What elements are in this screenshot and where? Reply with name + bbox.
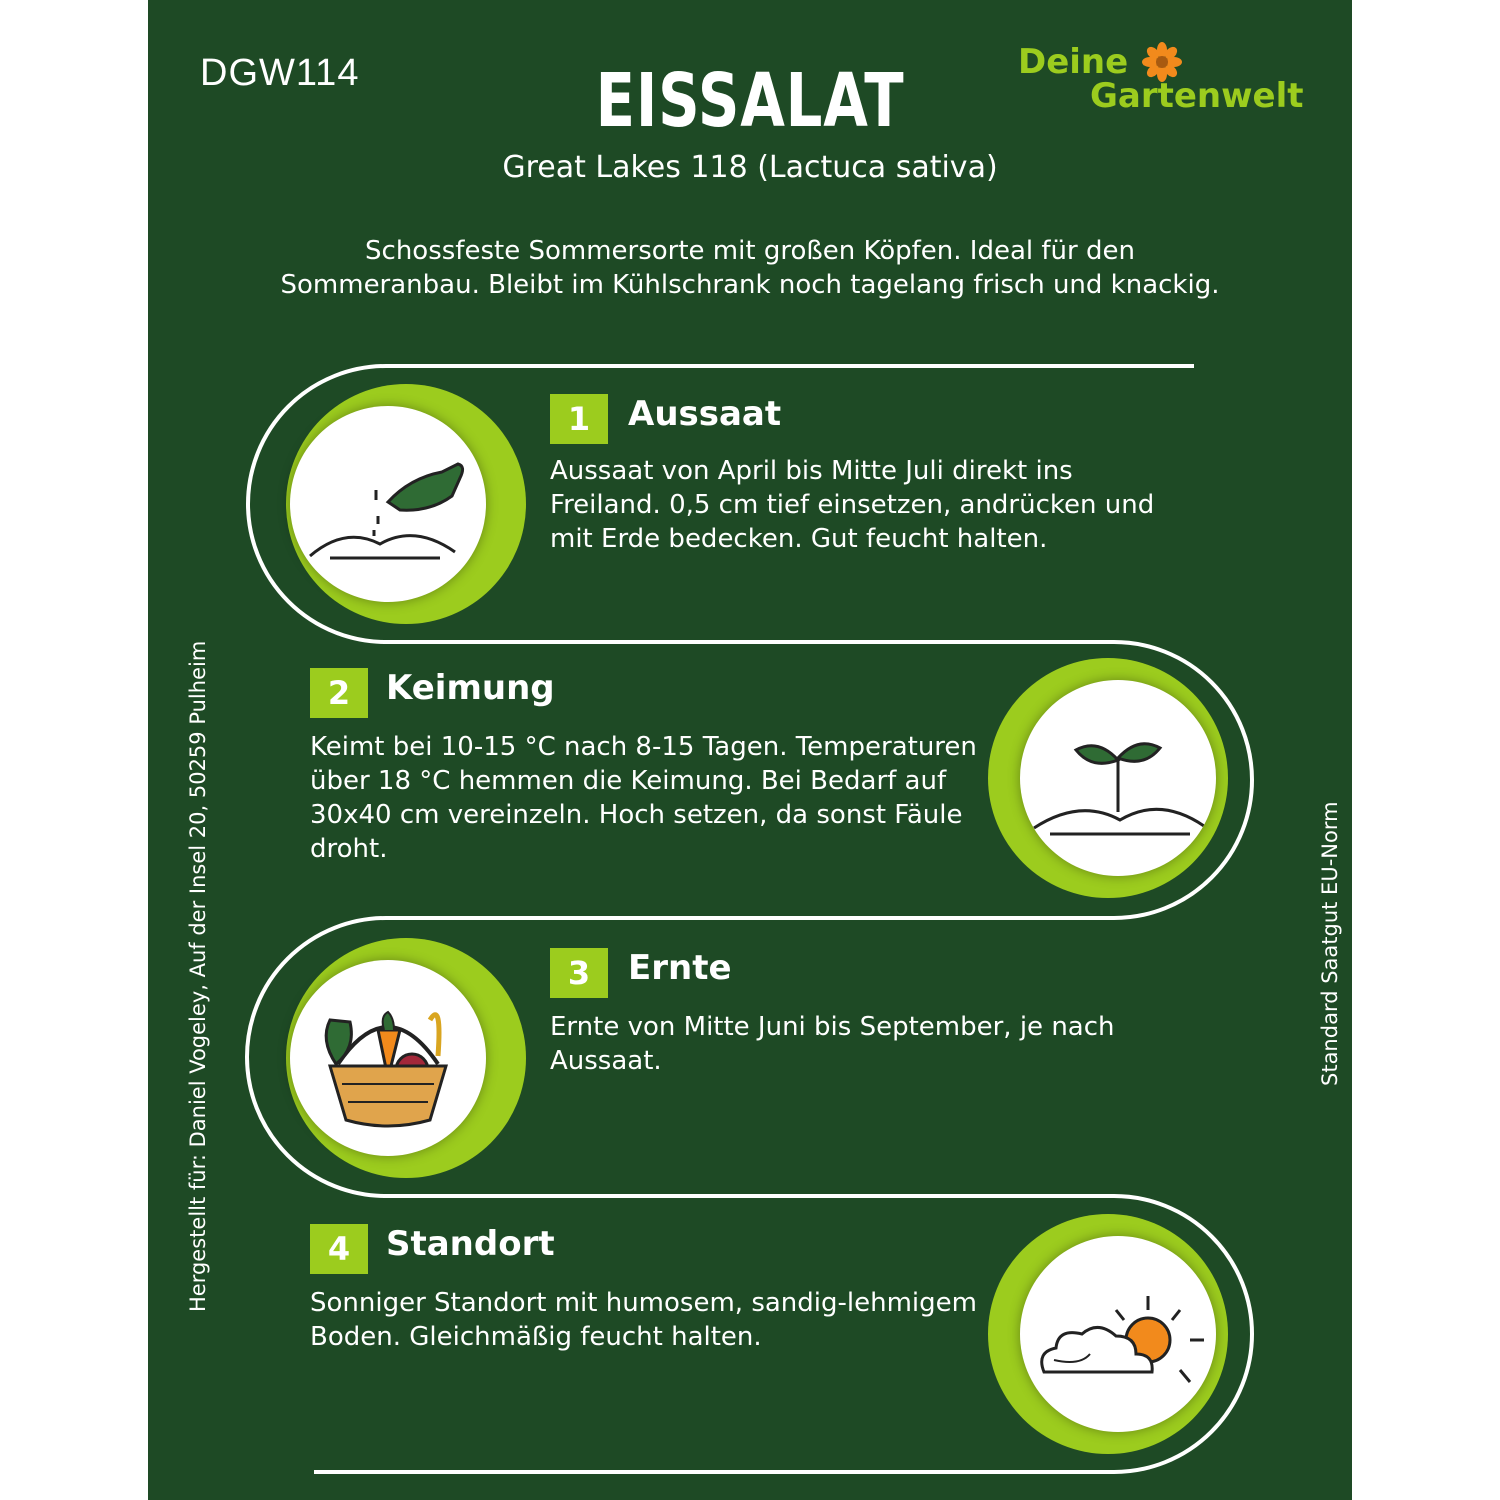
step-4-title: Standort [386,1224,555,1264]
step-2-title: Keimung [386,668,555,708]
vegetable-basket-icon [290,960,486,1156]
product-code: DGW114 [200,52,360,94]
description-text: Schossfeste Sommersorte mit großen Köpfen. Ideal für den Sommeranbau. Bleibt im Kühlschrank noch tagelang frisch und knackig. [280,236,1220,300]
step-1-number: 1 [550,394,608,444]
logo-word-gartenwelt: Gartenwelt [1090,76,1304,116]
step-3-number: 3 [550,948,608,998]
step-3-title: Ernte [628,948,732,988]
sun-cloud-icon [1020,1236,1216,1432]
hand-sowing-seeds-icon [290,406,486,602]
step-2-number: 2 [310,668,368,718]
step-1-icon-badge [286,384,526,624]
step-4-number: 4 [310,1224,368,1274]
norm-note: Standard Saatgut EU-Norm [1318,801,1342,1086]
sprout-icon [1020,680,1216,876]
icon-circle [290,960,486,1156]
step-2-icon-badge [988,658,1228,898]
step-3-icon-badge [286,938,526,1178]
variety-subtitle: Great Lakes 118 (Lactuca sativa) [502,150,998,185]
step-2-text: Keimt bei 10-15 °C nach 8-15 Tagen. Temperaturen über 18 °C hemmen die Keimung. Bei Bedarf auf 30x40 cm vereinzeln. Hoch setzen, da sonst Fäule droht. [310,732,977,864]
step-1-text: Aussaat von April bis Mitte Juli direkt ins Freiland. 0,5 cm tief einsetzen, andrücken und mit Erde bedecken. Gut feucht halten. [550,456,1155,554]
step-3-text: Ernte von Mitte Juni bis September, je nach Aussaat. [550,1012,1115,1076]
icon-circle [1020,1236,1216,1432]
page-title: EISSALAT [595,58,905,144]
step-4-icon-badge [988,1214,1228,1454]
icon-circle [1020,680,1216,876]
logo-word-deine: Deine [1018,42,1129,82]
manufacturer-note: Hergestellt für: Daniel Vogeley, Auf der Insel 20, 50259 Pulheim [186,640,210,1312]
step-4-text: Sonniger Standort mit humosem, sandig-lehmigem Boden. Gleichmäßig feucht halten. [310,1288,977,1352]
step-1-title: Aussaat [628,394,782,434]
seed-packet-panel [148,0,1352,1500]
icon-circle [290,406,486,602]
